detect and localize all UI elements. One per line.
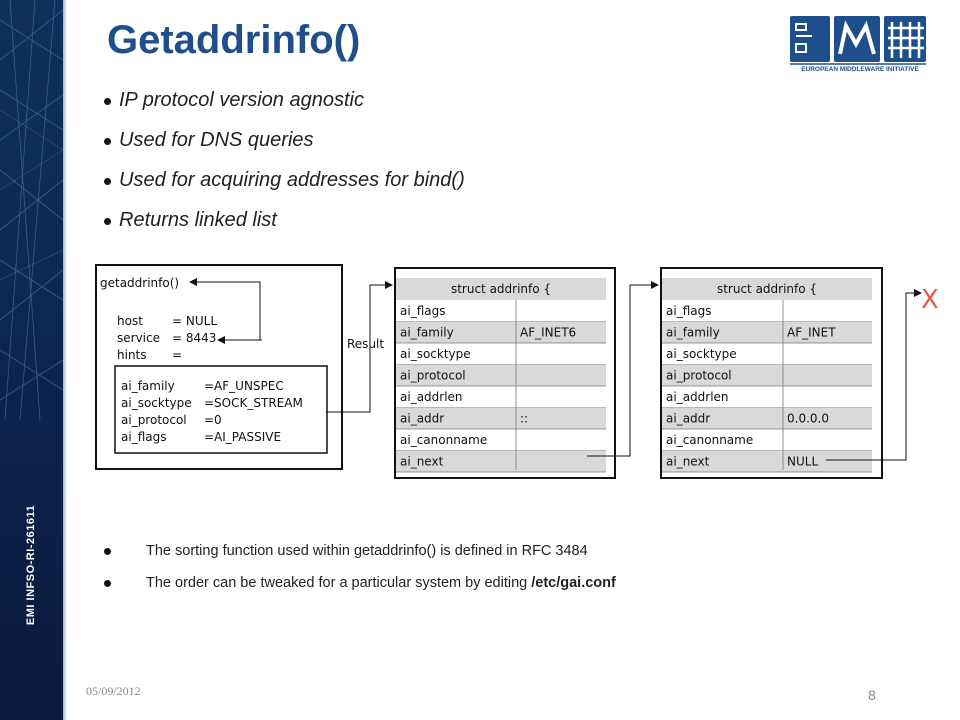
bullet-dot	[104, 178, 111, 185]
struct-value: 0.0.0.0	[787, 411, 829, 426]
struct-header: struct addrinfo {	[450, 282, 552, 296]
struct-field: ai_canonname	[666, 433, 754, 447]
call-box-header: getaddrinfo()	[100, 276, 180, 290]
bullet-dot	[104, 580, 111, 587]
host-value: = NULL	[172, 314, 217, 328]
struct-value: NULL	[787, 454, 819, 469]
notes-list	[104, 536, 616, 600]
result-label: Result	[347, 337, 385, 351]
project-code-label: EMI INFSO-RI-261611	[25, 504, 37, 626]
bullet-item	[104, 84, 465, 124]
struct-value: AF_INET6	[520, 325, 577, 340]
slide-title: Getaddrinfo()	[107, 18, 361, 62]
footer-date: 05/09/2012	[86, 684, 141, 698]
hints-field: ai_family	[121, 379, 175, 393]
struct-field: ai_canonname	[400, 433, 488, 447]
struct-field: ai_socktype	[666, 347, 737, 361]
page-number: 8	[868, 687, 876, 703]
struct-value: AF_INET	[787, 325, 836, 340]
hints-value-cell: =0	[204, 413, 222, 427]
logo-caption: EUROPEAN MIDDLEWARE INITIATIVE	[801, 66, 919, 73]
main-bullet-list	[104, 84, 465, 244]
struct-field: ai_next	[400, 454, 444, 469]
struct-field: ai_addrlen	[400, 390, 463, 404]
sidebar-background	[0, 0, 63, 720]
bullet-text: Used for acquiring addresses for bind()	[119, 169, 465, 191]
struct-field: ai_addr	[666, 411, 711, 426]
struct-field: ai_flags	[400, 304, 446, 318]
bullet-text: Returns linked list	[119, 209, 277, 231]
bullet-dot	[104, 138, 111, 145]
note-tweak-file: /etc/gai.conf	[531, 575, 616, 591]
hints-field: ai_socktype	[121, 396, 192, 410]
hints-field: ai_flags	[121, 430, 167, 444]
hints-value-cell: =AI_PASSIVE	[204, 430, 282, 444]
hints-field: ai_protocol	[121, 413, 187, 427]
bullet-item	[104, 204, 465, 244]
sidebar-divider	[63, 0, 67, 720]
note-tweak-prefix: The order can be tweaked for a particular system by editing	[146, 575, 532, 591]
note-item	[104, 536, 616, 568]
addrinfo-diagram	[88, 255, 948, 490]
bullet-dot	[104, 548, 111, 555]
host-label: host	[117, 314, 143, 328]
struct-field: ai_family	[400, 325, 454, 340]
service-label: service	[117, 331, 160, 345]
struct-field: ai_addrlen	[666, 390, 729, 404]
bullet-item	[104, 124, 465, 164]
struct-header: struct addrinfo {	[716, 282, 818, 296]
hints-value-cell: =SOCK_STREAM	[204, 396, 303, 410]
struct-value: ::	[520, 411, 529, 426]
note-item	[104, 568, 616, 600]
struct-field: ai_flags	[666, 304, 712, 318]
struct-field: ai_socktype	[400, 347, 471, 361]
struct-field: ai_protocol	[666, 368, 732, 383]
bullet-text: IP protocol version agnostic	[119, 89, 364, 111]
bullet-dot	[104, 98, 111, 105]
note-sorting: The sorting function used within getaddrinfo() is defined in RFC 3484	[146, 543, 588, 559]
hints-value-cell: =AF_UNSPEC	[204, 379, 284, 393]
service-value: = 8443	[172, 331, 217, 345]
end-marker: X	[921, 285, 939, 315]
struct-field: ai_addr	[400, 411, 445, 426]
bullet-text: Used for DNS queries	[119, 129, 314, 151]
struct-field: ai_next	[666, 454, 710, 469]
struct-field: ai_family	[666, 325, 720, 340]
hints-value: =	[172, 348, 183, 362]
bullet-item	[104, 164, 465, 204]
bullet-dot	[104, 218, 111, 225]
struct-field: ai_protocol	[400, 368, 466, 383]
hints-label: hints	[117, 348, 147, 362]
